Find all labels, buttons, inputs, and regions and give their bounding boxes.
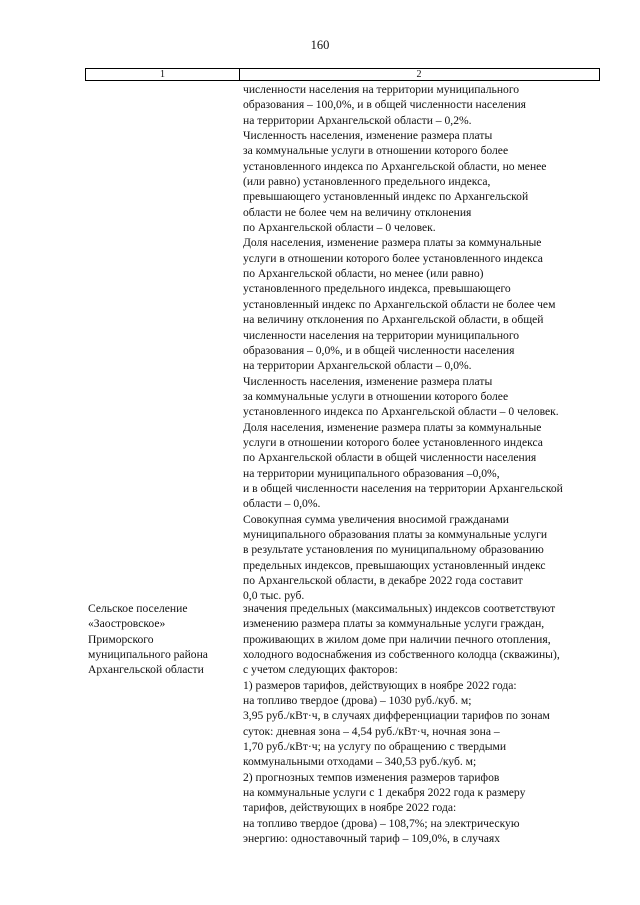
text-line: 1,70 руб./кВт·ч; на услугу по обращению с твердыми (243, 740, 507, 754)
table-column-header (85, 68, 600, 81)
text-line: коммунальными отходами – 340,53 руб./куб. м; (243, 755, 477, 769)
text-line: холодного водоснабжения из собственного колодца (скважины), (243, 648, 560, 662)
text-line: суток: дневная зона – 4,54 руб./кВт·ч, ночная зона – (243, 724, 500, 738)
text-line: за коммунальные услуги в отношении которого более (243, 144, 509, 158)
text-line: значения предельных (максимальных) индексов соответствуют (243, 602, 556, 615)
text-line: на территории Архангельской области – 0,2%. (243, 113, 472, 127)
text-line: Доля населения, изменение размера платы за коммунальные (243, 236, 542, 250)
index-factors-text (243, 601, 560, 847)
continuation-text (243, 82, 563, 604)
text-line: Численность населения, изменение размера платы (243, 374, 493, 388)
text-line: по Архангельской области, в декабре 2022 года составит (243, 574, 523, 587)
text-line: по Архангельской области – 0 человек. (243, 221, 436, 235)
text-line: на коммунальные услуги с 1 декабря 2022 года к размеру (243, 786, 526, 800)
text-line: на топливо твердое (дрова) – 108,7%; на электрическую (243, 816, 520, 830)
text-line: муниципального образования платы за коммунальные услуги (243, 527, 548, 541)
text-line: области – 0,0%. (243, 497, 321, 511)
text-line: области не более чем на величину отклонения (243, 205, 472, 219)
text-line: на топливо твердое (дрова) – 1030 руб./куб. м; (243, 694, 472, 708)
text-line: Доля населения, изменение размера платы за коммунальные (243, 420, 542, 434)
text-line: образования – 0,0%, и в общей численности населения (243, 343, 515, 357)
column-1-number: 1 (86, 69, 240, 80)
text-line: (или равно) установленного предельного индекса, (243, 175, 491, 189)
text-line: тарифов, действующих в ноябре 2022 года: (243, 801, 457, 815)
text-line: Численность населения, изменение размера платы (243, 129, 493, 143)
text-line: с учетом следующих факторов: (243, 663, 398, 677)
text-line: изменению размера платы за коммунальные услуги граждан, (243, 617, 545, 631)
text-line: услуги в отношении которого более установленного индекса (243, 435, 543, 449)
text-line: Сельское поселение (88, 602, 188, 615)
text-line: предельных индексов, превышающих установленный индекс (243, 558, 546, 572)
text-line: в результате установления по муниципальному образованию (243, 543, 544, 557)
text-line: установленный индекс по Архангельской области не более чем (243, 297, 556, 311)
page-number: 160 (310, 38, 330, 52)
text-line: на величину отклонения по Архангельской области, в общей (243, 313, 544, 327)
text-line: и в общей численности населения на территории Архангельской (243, 481, 563, 495)
text-line: численности населения на территории муниципального (243, 83, 520, 96)
text-line: образования – 100,0%, и в общей численности населения (243, 98, 527, 112)
text-line: установленного индекса по Архангельской области – 0 человек. (243, 405, 559, 419)
text-line: проживающих в жилом доме при наличии печного отопления, (243, 632, 551, 646)
text-line: на территории Архангельской области – 0,0%. (243, 359, 472, 373)
municipality-name (88, 601, 208, 678)
text-line: на территории муниципального образования –0,0%, (243, 466, 500, 480)
text-line: 2) прогнозных темпов изменения размеров тарифов (243, 770, 500, 784)
text-line: Архангельской области (88, 663, 204, 677)
text-line: по Архангельской области, но менее (или равно) (243, 267, 484, 281)
text-line: услуги в отношении которого более установленного индекса (243, 251, 543, 265)
text-line: 1) размеров тарифов, действующих в ноябре 2022 года: (243, 678, 517, 692)
text-line: по Архангельской области в общей численности населения (243, 451, 537, 465)
text-line: «Заостровское» (88, 617, 166, 631)
text-line: численности населения на территории муниципального (243, 328, 520, 342)
column-2-number: 2 (416, 69, 422, 80)
text-line: установленного индекса по Архангельской области, но менее (243, 159, 547, 173)
text-line: превышающего установленный индекс по Архангельской (243, 190, 529, 204)
text-line: энергию: одноставочный тариф – 109,0%, в случаях (243, 832, 501, 846)
text-line: 0,0 тыс. руб. (243, 589, 305, 603)
text-line: установленного предельного индекса, превышающего (243, 282, 511, 296)
text-line: за коммунальные услуги в отношении которого более (243, 389, 509, 403)
text-line: 3,95 руб./кВт·ч, в случаях дифференциации тарифов по зонам (243, 709, 550, 723)
text-line: муниципального района (88, 648, 208, 662)
text-line: Приморского (88, 632, 154, 646)
text-line: Совокупная сумма увеличения вносимой гражданами (243, 512, 509, 526)
